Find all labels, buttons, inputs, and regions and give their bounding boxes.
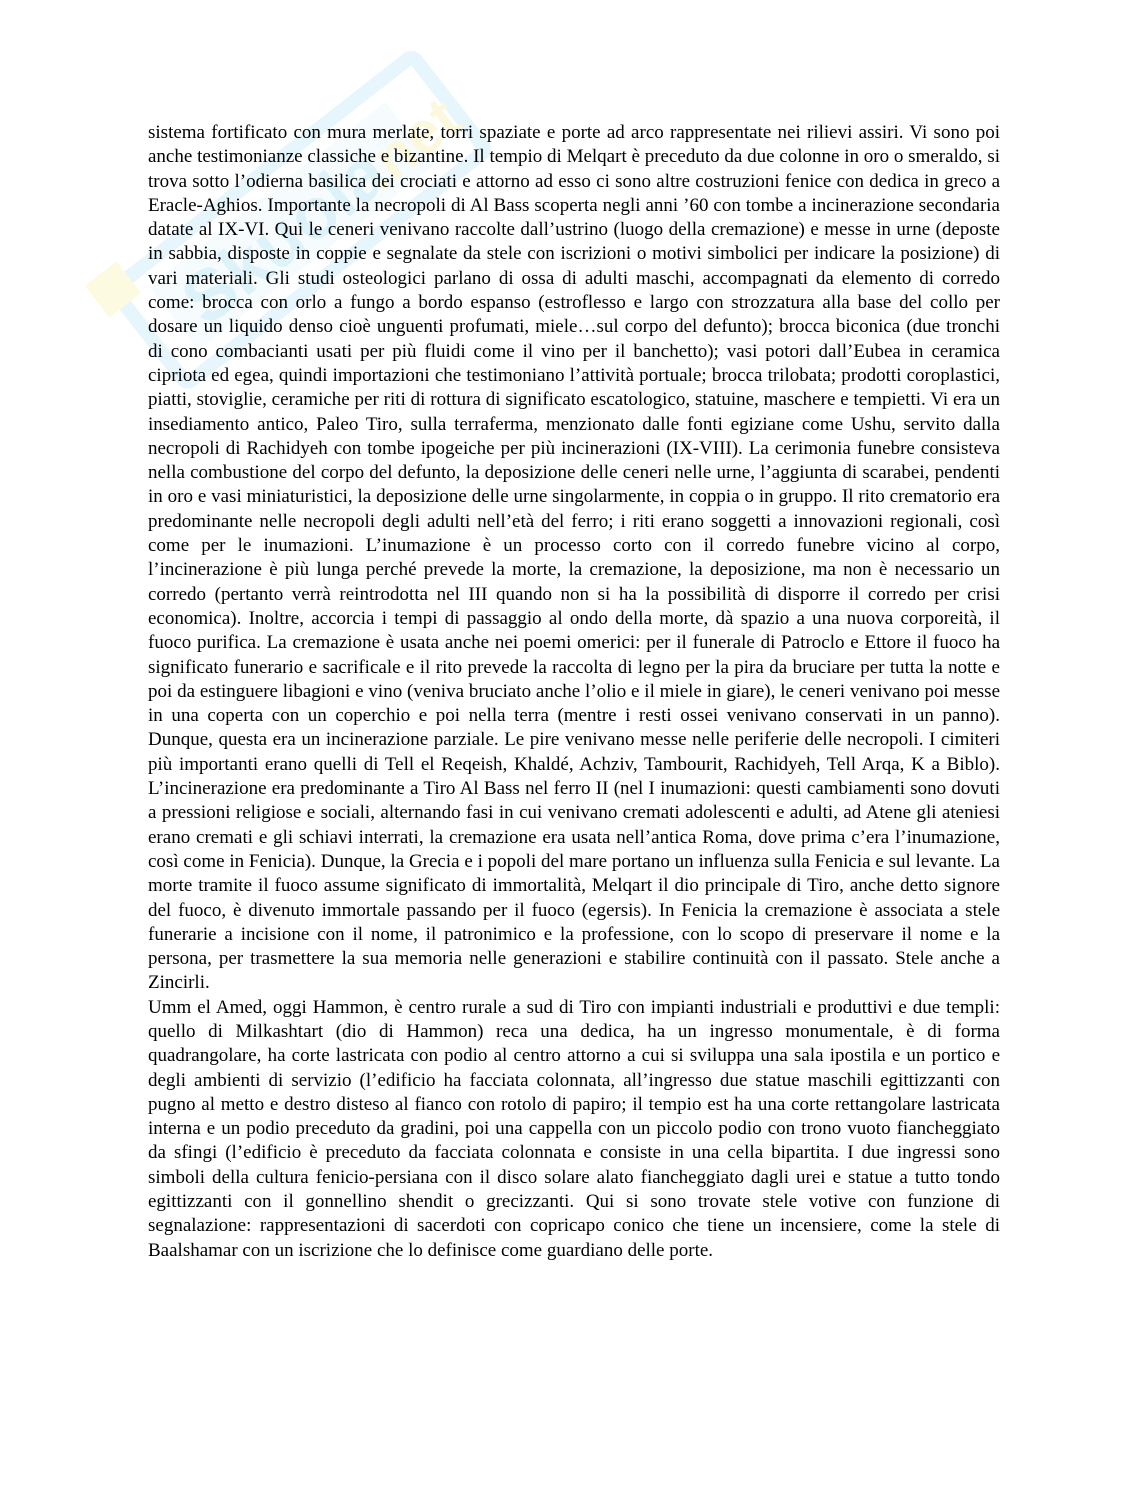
paragraph-2: Umm el Amed, oggi Hammon, è centro rurale a sud di Tiro con impianti industriali e produttivi e due templi: quello di Milkashtart (dio di Hammon) reca una dedica, ha un ingresso monumentale, è di forma quadrangolare, ha corte lastricata con podio al centro attorno a cui si sviluppa una sala ipostila e un portico e degli ambienti di servizio (l’edificio ha facciata colonnata, all’ingresso due statue maschili egittizzanti con pugno al metto e destro disteso al fianco con rotolo di papiro; il tempio est ha una corte rettangolare lastricata interna e un podio preceduto da gradini, poi una cappella con un piccolo podio con trono vuoto fiancheggiato da sfingi (l’edificio è preceduto da facciata colonnata e consiste in una cella bipartita. I due ingressi sono simboli della cultura fenicio-persiana con il disco solare alato fiancheggiato dagli urei e statue a tutto tondo egittizzanti con il gonnellino shendit o grecizzanti. Qui si sono trovate stele votive con funzione di segnalazione: rappresentazioni di sacerdoti con copricapo conico che tiene un incensiere, come la stele di Baalshamar con un iscrizione che lo definisce come guardiano delle porte. <box>148 996 1000 1261</box>
paragraph-1: sistema fortificato con mura merlate, torri spaziate e porte ad arco rappresentate nei rilievi assiri. Vi sono poi anche testimonianze classiche e bizantine. Il tempio di Melqart è preceduto da due colonne in oro o smeraldo, si trova sotto l’odierna basilica dei crociati e attorno ad esso ci sono altre costruzioni fenice con dedica in greco a Eracle-Aghios. Importante la necropoli di Al Bass scoperta negli anni ’60 con tombe a incinerazione secondaria datate al IX-VI. Qui le ceneri venivano raccolte dall’ustrino (luogo della cremazione) e messe in urne (deposte in sabbia, disposte in coppie e segnalate da stele con iscrizioni o motivi simbolici per indicare la posizione) di vari materiali. Gli studi osteologici parlano di ossa di adulti maschi, accompagnati da elemento di corredo come: brocca con orlo a fungo a bordo espanso (estroflesso e largo con strozzatura alla base del collo per dosare un liquido denso cioè unguenti profumati, miele…sul corpo del defunto); brocca biconica (due tronchi di cono combacianti usati per più fluidi come il vino per il banchetto); vasi potori dall’Eubea in ceramica cipriota ed egea, quindi importazioni che testimoniano l’attività portuale; brocca trilobata; prodotti coroplastici, piatti, stoviglie, ceramiche per riti di rottura di significato escatologico, statuine, maschere e tempietti. Vi era un insediamento antico, Paleo Tiro, sulla terraferma, menzionato dalle fonti egiziane come Ushu, servito dalla necropoli di Rachidyeh con tombe ipogeiche per più incinerazioni (IX-VIII). La cerimonia funebre consisteva nella combustione del corpo del defunto, la deposizione delle ceneri nelle urne, l’aggiunta di scarabei, pendenti in oro e vasi miniaturistici, la deposizione delle urne singolarmente, in coppia o in gruppo. Il rito crematorio era predominante nelle necropoli degli adulti nell’età del ferro; i riti erano soggetti a innovazioni regionali, così come per le inumazioni. L’inumazione è un processo corto con il corredo funebre vicino al corpo, l’incinerazione è più lunga perché prevede la morte, la cremazione, la deposizione, ma non è necessario un corredo (pertanto verrà reintrodotta nel III quando non si ha la possibilità di disporre il corredo per crisi economica). Inoltre, accorcia i tempi di passaggio al ondo della morte, dà spazio a una nuova corporeità, il fuoco purifica. La cremazione è usata anche nei poemi omerici: per il funerale di Patroclo e Ettore il fuoco ha significato funerario e sacrificale e il rito prevede la raccolta di legno per la pira da bruciare per tutta la notte e poi da estinguere libagioni e vino (veniva bruciato anche l’olio e il miele in giare), le ceneri venivano poi messe in una coperta con un coperchio e poi nella terra (mentre i resti ossei venivano conservati in un panno). Dunque, questa era un incinerazione parziale. Le pire venivano messe nelle periferie delle necropoli. I cimiteri più importanti erano quelli di Tell el Reqeish, Khaldé, Achziv, Tambourit, Rachidyeh, Tell Arqa, K a Biblo). L’incinerazione era predominante a Tiro Al Bass nel ferro II (nel I inumazioni: questi cambiamenti sono dovuti a pressioni religiose e sociali, alternando fasi in cui venivano cremati adolescenti e adulti, ad Atene gli ateniesi erano cremati e gli schiavi interrati, la cremazione era usata nell’antica Roma, dove prima c’era l’inumazione, così come in Fenicia). Dunque, la Grecia e i popoli del mare portano un influenza sulla Fenicia e sul levante. La morte tramite il fuoco assume significato di immortalità, Melqart il dio principale di Tiro, anche detto signore del fuoco, è divenuto immortale passando per il fuoco (egersis). In Fenicia la cremazione è associata a stele funerarie a incisione con il nome, il patronimico e la professione, con lo scopo di preservare il nome e la persona, per trasmettere la sua memoria nelle generazioni e stabilire continuità con il passato. Stele anche a Zincirli. <box>148 122 1000 994</box>
body-text <box>148 121 1000 1263</box>
svg-text:Skuola: Skuola <box>167 132 403 341</box>
svg-text:.net: .net <box>346 84 472 203</box>
